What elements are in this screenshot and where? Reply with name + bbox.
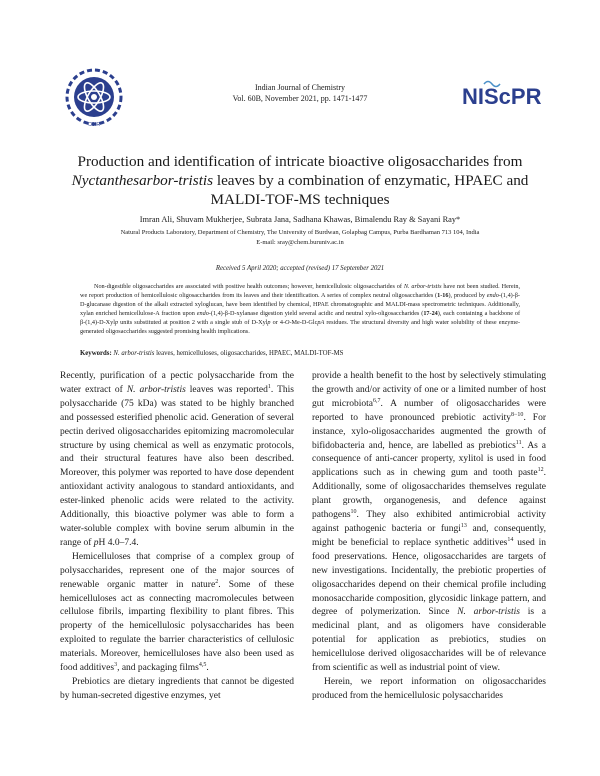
paragraph-segment: . Some of these hemicelluloses act as connecting macromolecules between cellulose fibrils, imparting flexibility to plant fibres. This property of the hemicellulosic polysaccharides has been exploited to regulate the barrier characteristics of cellulosic materials. Moreover, hemicelluloses have also been used as food additives	[60, 579, 294, 674]
abstract-segment: -(1,4)-β-D-xylanase digestion yield several acidic and neutral xylo-oligosaccharides (	[208, 310, 424, 318]
paragraph-segment: 6,7	[373, 397, 381, 404]
paragraph-segment: is a medicinal plant, and as oligomers have considerable potential for application as prebiotics, studies on hemicellulose derived oligosaccharides will be of relevance from scientific as well as industrial point of view.	[312, 607, 547, 674]
keywords	[80, 350, 520, 357]
email-text: E-mail: sray@chem.buruniv.ac.in	[256, 238, 344, 246]
paragraph-segment: 2	[215, 578, 219, 585]
body-paragraph	[60, 551, 294, 676]
abstract-segment: endo	[486, 292, 499, 300]
body-paragraph	[60, 676, 294, 704]
title-species-italic: Nyctanthesarbor-tristis	[71, 172, 214, 189]
abstract-segment: units substituted at position 2 with a single stub of D-Xyl	[118, 319, 268, 327]
body-paragraph	[60, 370, 294, 551]
body-right-column	[312, 370, 546, 704]
abstract-segment: O	[285, 319, 290, 327]
paragraph-segment: Recently, purification of a pectic polysaccharide from the water extract of	[60, 371, 294, 395]
article-title	[70, 152, 530, 209]
abstract-segment: endo	[196, 310, 209, 318]
abstract-segment: 1-16	[437, 292, 449, 300]
abstract	[80, 282, 520, 337]
abstract-segment: p	[267, 319, 271, 327]
volume-info: Vol. 60B, November 2021, pp. 1471-1477	[232, 94, 368, 103]
keywords-label: Keywords:	[80, 350, 112, 357]
journal-name: Indian Journal of Chemistry	[255, 83, 345, 92]
title-line-3: MALDI-TOF-MS techniques	[210, 191, 390, 208]
paragraph-segment: 11	[515, 439, 522, 446]
svg-text:NIScPR: NIScPR	[462, 84, 542, 109]
paragraph-segment: Hemicelluloses that comprise of a complex group of polysaccharides, represent one of the major sources of renewable organic matter in nature	[60, 551, 294, 590]
paragraph-segment: . Additionally, some of oligosaccharides themselves regulate plant growth, organogenesis, and defence against pathogens	[312, 468, 546, 521]
body-paragraph	[312, 370, 546, 676]
abstract-segment: -Me-D-Glc	[289, 319, 318, 327]
paragraph-segment: . They also exhibited antimicrobial activity against pathogenic bacteria or fungi	[312, 510, 546, 534]
paragraph-segment: 13	[460, 522, 467, 529]
title-line-2-rest: leaves by a combination of enzymatic, HPAEC and	[213, 172, 529, 189]
abstract-segment: -(1,4)-β-D-glucanase digestion of the alkali extracted xyloglucan, have been identified by chemical, HPAE chromatographic and MALDI-mass spectrometric techniques. Additionally, xylan enriched hemicellulose-A fraction upon	[80, 292, 520, 318]
affiliation-text: Natural Products Laboratory, Department of Chemistry, The University of Burdwan, Golapbag Campus, Purba Bardhaman 713 104, India	[120, 229, 480, 236]
abstract-segment: pA	[317, 319, 325, 327]
abstract-segment: 17-24	[423, 310, 438, 318]
paragraph-segment: provide a health benefit to the host by selectively stimulating the growth and/or activity of one or a limited number of host gut microbiota	[312, 371, 546, 409]
affiliation	[40, 228, 560, 247]
csir-logo	[62, 66, 126, 128]
paragraph-segment: Prebiotics are dietary ingredients that cannot be digested by human-secreted digestive enzymes, yet	[60, 676, 294, 701]
paragraph-segment: , and packaging films	[117, 663, 199, 674]
paragraph-segment: used in food preservations. Hence, oligosaccharides are targets of new investigations. Incidentally, the prebiotic properties of oligosaccharides depend on their chemical profile including monosaccharide composition, glycosidic linkage pattern, and degree of polymerization. Since	[312, 537, 546, 618]
svg-text:CSIR: CSIR	[88, 122, 100, 128]
abstract-segment: ), produced by	[448, 292, 487, 300]
paragraph-segment: . A number of oligosaccharides were reported to have pronounced prebiotic activity	[312, 398, 546, 423]
title-line-2	[70, 171, 530, 190]
paragraph-segment: p	[93, 537, 99, 548]
paragraph-segment: and, consequently, might be beneficial to replace synthetic additives	[312, 523, 546, 548]
abstract-segment: Non-digestible oligosaccharides are associated with positive health outcomes; however, hemicellulosic oligosaccharides of	[94, 283, 404, 290]
paragraph-segment: .	[206, 663, 209, 674]
niscpr-logo	[462, 78, 546, 114]
body-left-column	[60, 370, 294, 704]
keywords-list: leaves, hemicelluloses, oligosaccharides, HPAEC, MALDI-TOF-MS	[154, 350, 344, 357]
abstract-segment: or 4-	[270, 319, 286, 327]
abstract-segment: ), each containing a backbone of β-(1,4)-D-Xyl	[80, 310, 521, 327]
paragraph-segment: . This polysaccharide (75 kDa) was stated to be highly branched and possessed esterified phenolic acid. Generation of several pectin derived oligosaccharides epitomizing macromolecular structure by using chemical as well as enzymatic protocols, and their structural features have also been described. Moreover, this polymer was reported to have dose dependent antioxidant activity analogous to standard antioxidants, and ester-linked phenolic acids were related to the activity. Additionally, this bioactive polymer was able to form a water-soluble complex with bovine serum albumin in the range of	[60, 384, 294, 548]
paragraph-segment: 14	[507, 536, 514, 543]
abstract-segment: p	[114, 319, 119, 327]
paragraph-segment: H 4.0–7.4.	[98, 537, 139, 548]
keywords-species: N. arbor-tristis	[113, 350, 155, 357]
received-dates: Received 5 April 2020; accepted (revised) 17 September 2021	[215, 265, 385, 272]
paragraph-segment: N. arbor-tristis	[457, 607, 520, 618]
paragraph-segment: 12	[537, 467, 544, 474]
paragraph-segment: . As a consequence of anti-cancer property, xylitol is used in food applications such as in chewing gum and tooth paste	[312, 440, 546, 479]
abstract-segment: N. arbor-tristis	[403, 283, 442, 290]
author-list: Imran Ali, Shuvam Mukherjee, Subrata Jana, Sadhana Khawas, Bimalendu Ray & Sayani Ray*	[139, 215, 461, 224]
body-paragraph	[312, 676, 546, 704]
abstract-segment: residues. The structural diversity and high water solubility of these enzyme-generated oligosaccharides suggested promising health implications.	[80, 319, 520, 336]
paragraph-segment: Herein, we report information on oligosaccharides produced from the hemicellulosic polysaccharides	[312, 676, 546, 701]
paragraph-segment: 4,5	[198, 661, 207, 668]
abstract-segment: have not been studied. Herein, we report production of hemicellulosic oligosaccharides from its leaves and their identification. A series of complex neutral oligosaccharides (	[80, 283, 520, 300]
paragraph-segment: 10	[350, 508, 357, 515]
paragraph-segment: . For instance, xylo-oligosaccharides augmented the growth of bifidobacteria and, hence, are labelled as prebiotics	[312, 412, 547, 451]
paragraph-segment: leaves was reported	[185, 384, 268, 395]
paragraph-segment: 3	[114, 661, 118, 668]
paragraph-segment: 8−10	[511, 411, 524, 418]
journal-header	[160, 82, 440, 104]
title-line-1: Production and identification of intricate bioactive oligosaccharides from	[77, 153, 523, 170]
paragraph-segment: N. arbor-tristis	[126, 384, 186, 395]
paragraph-segment: 1	[267, 383, 271, 390]
